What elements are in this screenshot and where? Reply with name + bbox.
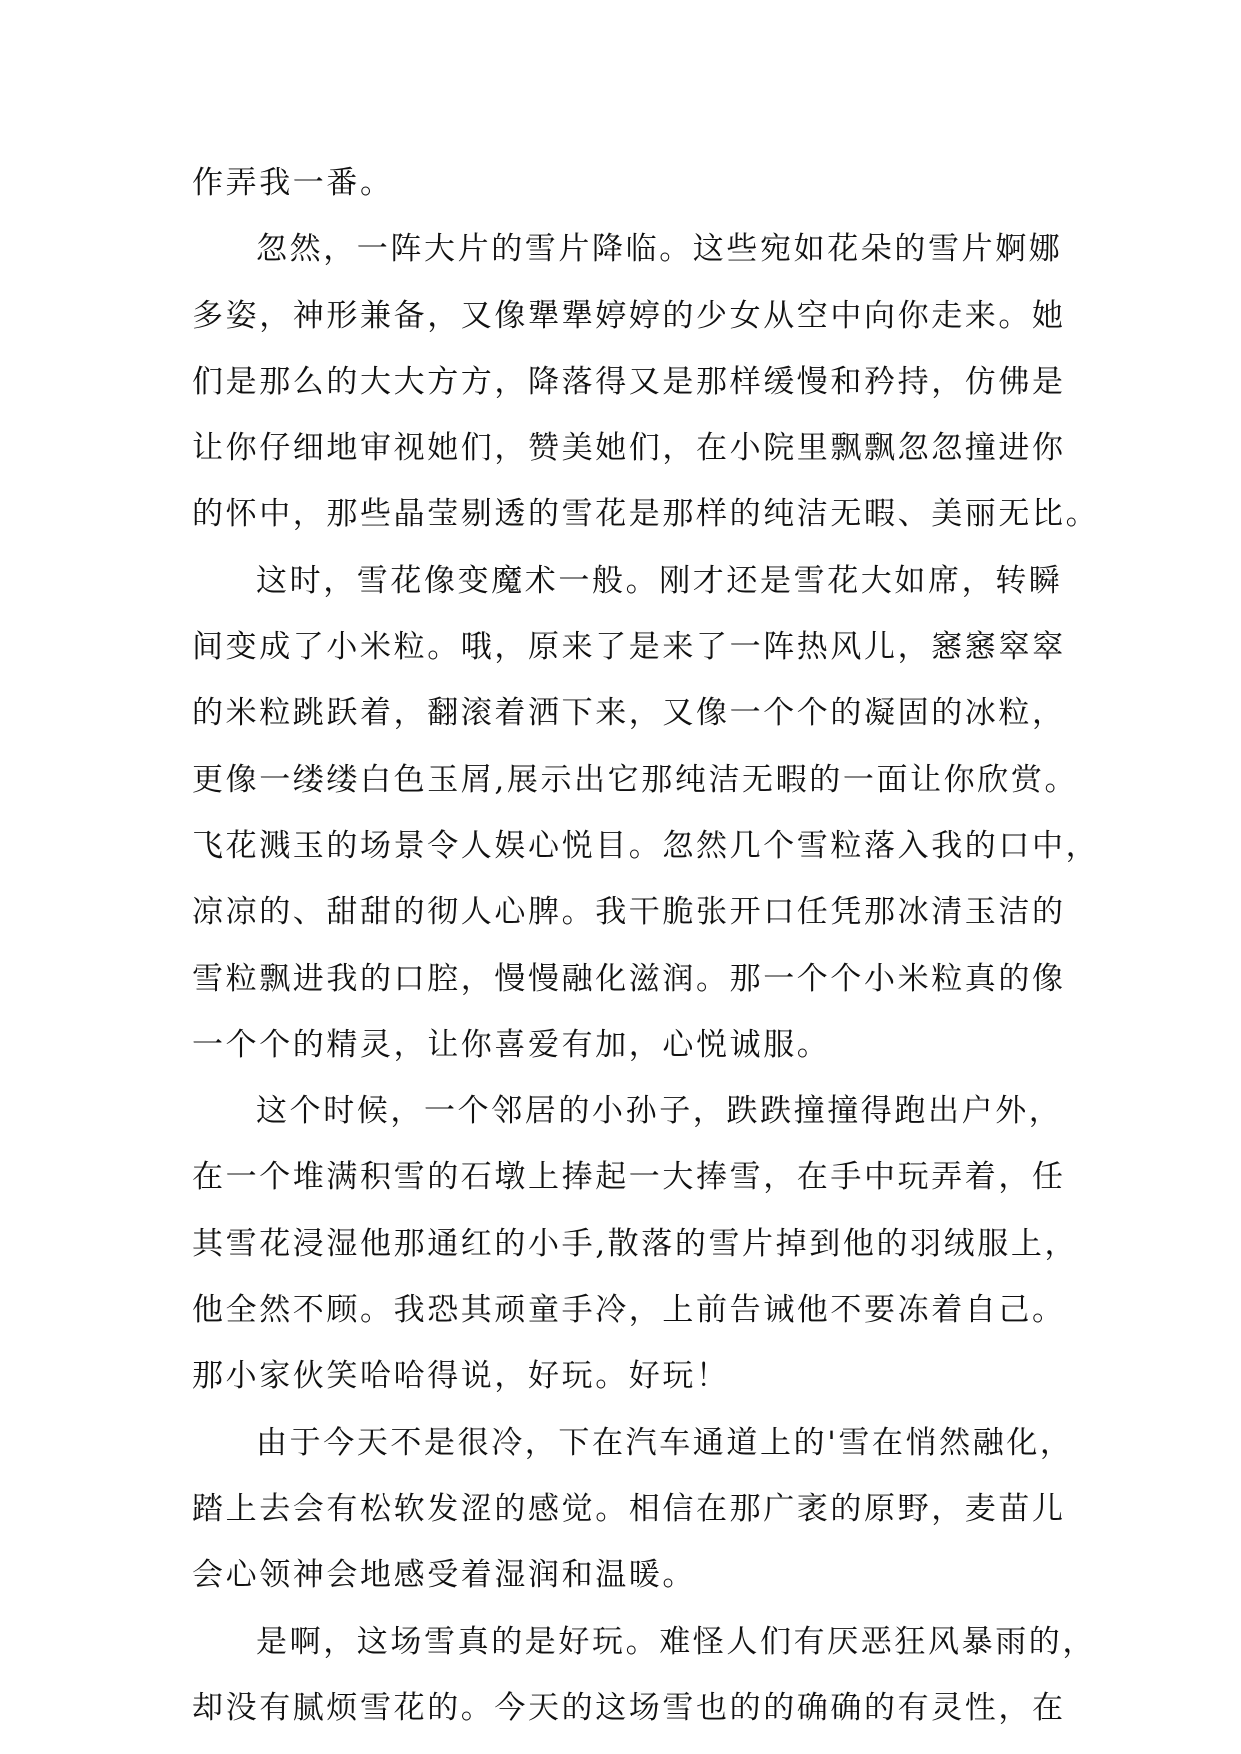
text-line: 凉凉的、甜甜的彻人心脾。我干脆张开口任凭那冰清玉洁的 xyxy=(192,894,1066,931)
text-line: 这时，雪花像变魔术一般。刚才还是雪花大如席，转瞬 xyxy=(256,562,1063,599)
text-line: 间变成了小米粒。哦，原来了是来了一阵热风儿，窸窸窣窣 xyxy=(192,629,1066,666)
text-line: 那小家伙笑哈哈得说，好玩。好玩！ xyxy=(192,1358,730,1395)
text-line: 飞花溅玉的场景令人娱心悦目。忽然几个雪粒落入我的口中， xyxy=(192,827,1100,864)
text-line: 雪粒飘进我的口腔，慢慢融化滋润。那一个个小米粒真的像 xyxy=(192,960,1066,997)
text-line: 的怀中，那些晶莹剔透的雪花是那样的纯洁无暇、美丽无比。 xyxy=(192,496,1100,533)
text-line: 却没有腻烦雪花的。今天的这场雪也的的确确的有灵性，在 xyxy=(192,1689,1066,1726)
text-line: 们是那么的大大方方，降落得又是那样缓慢和矜持，仿佛是 xyxy=(192,363,1066,400)
text-line: 这个时候，一个邻居的小孙子，跌跌撞撞得跑出户外， xyxy=(256,1093,1063,1130)
text-line: 的米粒跳跃着，翻滚着洒下来，又像一个个的凝固的冰粒， xyxy=(192,695,1066,732)
text-line: 多姿，神形兼备，又像犟犟婷婷的少女从空中向你走来。她 xyxy=(192,297,1066,334)
text-line: 让你仔细地审视她们，赞美她们，在小院里飘飘忽忽撞进你 xyxy=(192,430,1066,467)
text-line: 更像一缕缕白色玉屑,展示出它那纯洁无暇的一面让你欣赏。 xyxy=(192,761,1079,798)
document-body xyxy=(192,150,1100,1741)
text-line: 会心领神会地感受着湿润和温暖。 xyxy=(192,1557,696,1594)
text-line: 在一个堆满积雪的石墩上捧起一大捧雪，在手中玩弄着，任 xyxy=(192,1159,1066,1196)
text-line: 一个个的精灵，让你喜爱有加，心悦诚服。 xyxy=(192,1026,831,1063)
text-line: 作弄我一番。 xyxy=(192,165,394,201)
text-line: 他全然不顾。我恐其顽童手冷，上前告诫他不要冻着自己。 xyxy=(192,1292,1066,1329)
text-line: 踏上去会有松软发涩的感觉。相信在那广袤的原野，麦苗儿 xyxy=(192,1490,1066,1527)
text-line: 其雪花浸湿他那通红的小手,散落的雪片掉到他的羽绒服上， xyxy=(192,1225,1079,1262)
text-line: 由于今天不是很冷，下在汽车通道上的'雪在悄然融化， xyxy=(256,1424,1074,1461)
text-line: 忽然，一阵大片的雪片降临。这些宛如花朵的雪片婀娜 xyxy=(256,231,1063,268)
text-line: 是啊，这场雪真的是好玩。难怪人们有厌恶狂风暴雨的， xyxy=(256,1623,1096,1660)
